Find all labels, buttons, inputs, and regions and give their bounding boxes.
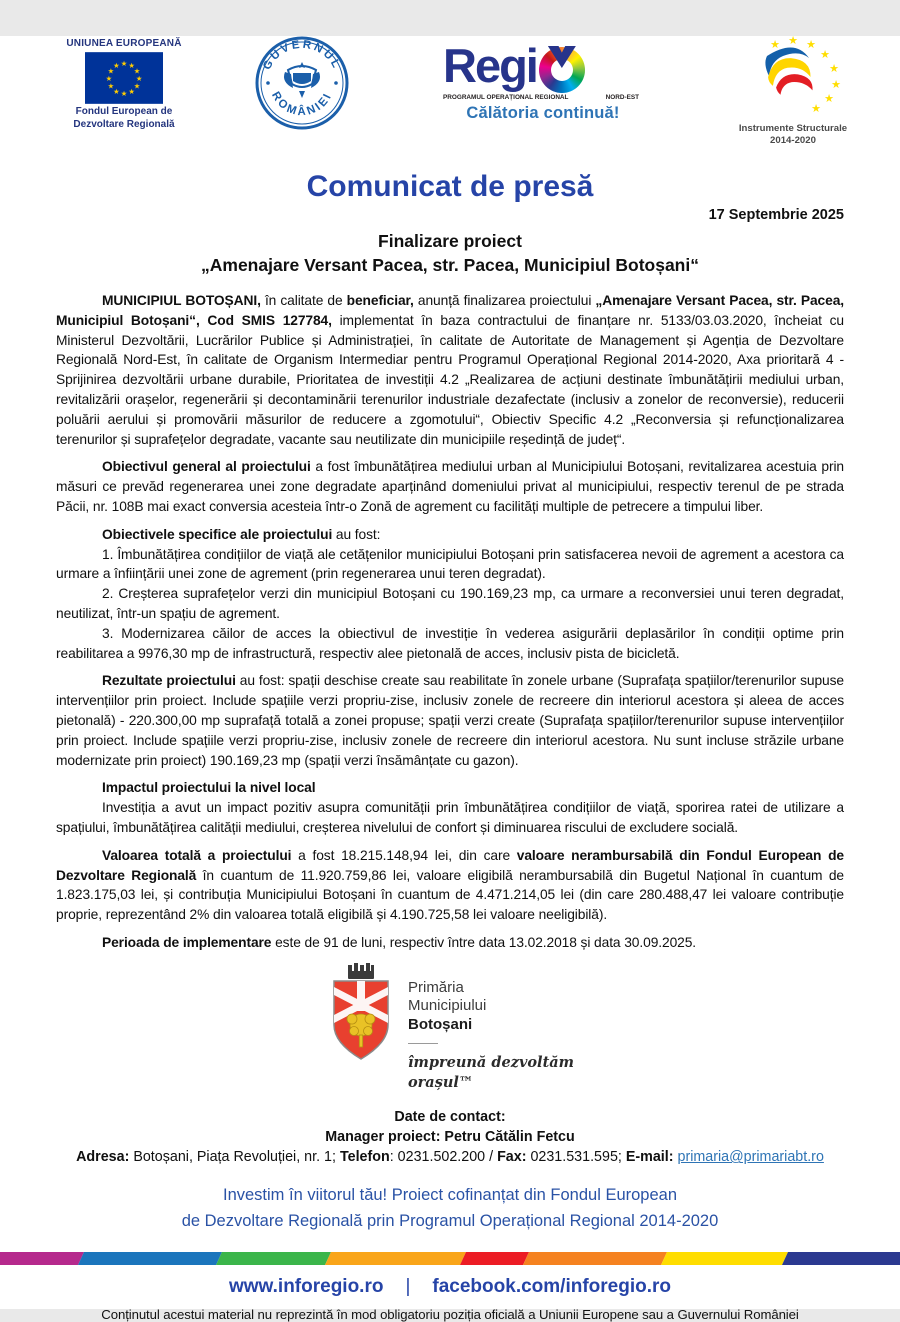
eu-logo-title: UNIUNEA EUROPEANĂ	[66, 38, 182, 49]
paragraph-implementation-period	[56, 933, 844, 953]
text-segment-bold: Fax:	[497, 1149, 527, 1166]
text-segment: Botoșani, Piața Revoluției, nr. 1;	[129, 1149, 340, 1166]
svg-text:★: ★	[107, 66, 115, 76]
press-release-page	[0, 34, 900, 1322]
text-segment: a fost îmbunătățirea mediului urban al Municipiului Botoșani, revitalizarea acestuia prin măsuri ce prevăd regenerarea unei zone degradate aparținând domeniului privat al municipiului, respectiv terenul de pe strada Păcii, nr. 108B mai exact conversia acesteia într-o Zonă de agrement cu facilități multiple de petrecere a timpului liber.	[56, 459, 844, 514]
text-segment-bold: Perioada de implementare	[102, 934, 272, 950]
text-segment: 2. Creșterea suprafețelor verzi din municipiul Botoșani cu 190.169,23 mp, ca urmare a reconversiei unui teren degradat, neutilizat, într-un spațiu de agrement.	[56, 586, 844, 621]
regio-word-text: Regi	[443, 39, 537, 92]
objective-item-1	[56, 545, 844, 585]
text-segment-bold: E-mail:	[625, 1149, 674, 1166]
email-link[interactable]: primaria@primariabt.ro	[677, 1149, 824, 1166]
stripe-segment	[523, 1252, 667, 1265]
text-segment-bold: Rezultate proiectului	[102, 673, 236, 689]
svg-text:★: ★	[135, 73, 143, 83]
government-seal-icon	[255, 36, 349, 130]
botosani-coat-of-arms-icon	[326, 963, 396, 1065]
structural-instruments-line2: 2014-2020	[770, 135, 816, 147]
release-date: 17 Septembrie 2025	[708, 207, 844, 223]
cofinancing-line1: Investim în viitorul tău! Proiect cofinanțat din Fondul European	[223, 1186, 677, 1205]
footer-separator: |	[405, 1275, 411, 1297]
text-segment: : 0231.502.200 /	[389, 1149, 498, 1166]
stripe-segment	[0, 1252, 84, 1265]
svg-text:★: ★	[829, 62, 839, 75]
contact-address-line	[0, 1148, 900, 1167]
paragraph-local-impact	[56, 798, 844, 838]
text-segment: au fost:	[332, 526, 381, 542]
inforegio-website-link[interactable]: www.inforegio.ro	[229, 1275, 384, 1297]
subtitle-project-status: Finalizare proiect	[378, 231, 522, 251]
cofinancing-line2: de Dezvoltare Regională prin Programul Operațional Regional 2014-2020	[181, 1212, 719, 1230]
cityhall-line3: Botoșani	[407, 1016, 473, 1034]
text-segment: anunță finalizarea proiectului	[413, 293, 596, 308]
regio-subtext-right: NORD-EST	[605, 94, 639, 101]
text-segment: este de 91 de luni, respectiv între data 13.02.2018 și data 30.09.2025.	[271, 934, 697, 950]
contact-manager: Manager proiect: Petru Cătălin Fetcu	[325, 1128, 575, 1145]
cityhall-motto	[408, 1053, 574, 1094]
svg-text:★: ★	[105, 73, 113, 83]
svg-text:★: ★	[770, 38, 780, 51]
structural-instruments-line1: Instrumente Structurale	[738, 123, 848, 134]
svg-text:★: ★	[120, 58, 128, 68]
paragraph-total-value	[56, 846, 844, 925]
regio-v-icon	[548, 46, 576, 68]
page-title: Comunicat de presă	[306, 170, 594, 203]
cofinancing-statement	[0, 1183, 900, 1234]
government-romania-logo	[255, 36, 349, 130]
contact-section	[0, 1108, 900, 1168]
stripe-segment	[782, 1252, 900, 1265]
svg-text:★: ★	[824, 92, 834, 105]
text-segment: a fost 18.215.148,94 lei, din care	[291, 847, 517, 863]
cityhall-line1: Primăria	[407, 978, 464, 996]
svg-text:★: ★	[128, 60, 135, 70]
text-segment: 0231.531.595;	[526, 1149, 626, 1166]
text-segment: în calitate de	[260, 293, 347, 308]
objective-item-3	[56, 624, 844, 664]
svg-text:★: ★	[128, 86, 135, 96]
text-segment: implementat în baza contractului de finanțare nr. 5133/03.03.2020, încheiat cu Ministerul Dezvoltării, Lucrărilor Publice și Administrației, în calitate de Autoritate de Management și Agenția de Dezvoltare Regională Nord-Est, în calitate de Organism Intermediar pentru Programul Operațional Regional 2014-2020, Axa prioritară 4 - Sprijinirea dezvoltării urbane durabile, Prioritatea de investiții 4.2 „Realizarea de acțiuni destinate îmbunătățirii mediului urban, revitalizării orașelor, regenerării și decontaminării terenurilor industriale dezafectate (inclusiv a zonelor de reconversie), reducerii poluării aerului și promovării măsurilor de reducere a zgomotului“, Obiectiv Specific 4.2 „Reconversia și refuncționalizarea terenurilor și suprafețelor degradate, vacante sau neutilizate din municipiile reședință de județ“.	[56, 312, 844, 447]
botosani-cityhall-logo	[0, 963, 900, 1094]
paragraph-intro	[56, 291, 844, 449]
text-segment-bold: „Amenajare Versant Pacea, str. Pacea, Municipiul Botoșani“, Cod SMIS 127784,	[56, 293, 844, 328]
text-segment: au fost: spații deschise create sau reabilitate în zonele urbane (Suprafața spațiilor/terenurilor supuse intervențiilor prin proiect. Include spațiile verzi propriu-zise, inclusiv zonele de recreere din interiorul acestora și aleea de acces pietonală) - 220.300,00 mp suprafață totală a zonei propuse; spații verzi create (Suprafața spațiilor/terenurilor supuse intervențiilor prin proiect. Include spațiile verzi propriu-zise, inclusiv zonele de recreere din interiorul acestora. Nu sunt incluse străzile urbane modernizate prin proiect) 190.169,23 mp (spații verzi însămânțate cu gazon).	[56, 673, 844, 768]
svg-text:★: ★	[113, 60, 120, 70]
text-segment-bold: beneficiar,	[346, 293, 414, 308]
text-segment-bold: Adresa:	[76, 1149, 130, 1166]
text-segment: Investiția a avut un impact pozitiv asupra comunității prin îmbunătățirea condițiilor de viață, sporirea ratei de utilizare a spațiului, îmbunătățirea calității mediului, creșterea nivelului de confort și diminuarea riscului de excludere socială.	[56, 800, 844, 835]
svg-text:★: ★	[820, 48, 830, 61]
stripe-segment	[78, 1252, 222, 1265]
stripe-segment	[460, 1252, 529, 1265]
inforegio-facebook-link[interactable]: facebook.com/inforegio.ro	[432, 1275, 671, 1297]
svg-text:★: ★	[113, 86, 120, 96]
gov-arc-bottom-text: ROMÂNIEI	[269, 89, 335, 119]
structural-instruments-label	[730, 123, 856, 148]
gov-arc-top-text: GUVERNUL	[261, 38, 343, 72]
footer-links	[0, 1276, 900, 1298]
svg-text:★: ★	[788, 34, 798, 47]
eu-flag-icon	[85, 52, 163, 104]
color-stripe	[0, 1252, 900, 1265]
eu-logo-subtitle-line2: Dezvoltare Regională	[73, 118, 175, 130]
cityhall-divider	[408, 1043, 438, 1044]
header-logos	[0, 36, 900, 148]
cityhall-motto-line2: orașul™	[407, 1074, 474, 1092]
regio-wordmark	[443, 39, 643, 93]
svg-text:★: ★	[133, 81, 141, 91]
text-segment: în cuantum de 11.920.759,86 lei, valoare eligibilă nerambursabilă din Bugetul Național în cuantum de 1.823.175,03 lei, și contribuția Municipiului Botoșani în cuantum de 4.471.214,05 lei (din care 280.488,47 lei valoare contribuție proprie, reprezentând 2% din valoarea totală eligibilă și 4.190.725,58 lei valoare neeligibilă).	[56, 867, 844, 923]
text-segment: 3. Modernizarea căilor de acces la obiectivul de investiție în vederea asigurării deplasărilor în condiții optime prin reabilitarea a 9976,30 mp de infrastructură, respectiv alee pietonală de acces, inclusiv pista de bicicletă.	[56, 625, 844, 661]
structural-instruments-logo	[730, 36, 856, 148]
eu-logo-subtitle-line1: Fondul European de	[75, 106, 173, 117]
regio-subtext-left: PROGRAMUL OPERAȚIONAL REGIONAL	[443, 94, 569, 101]
regio-o-icon	[539, 47, 585, 93]
svg-text:★: ★	[811, 102, 821, 115]
text-segment-bold: MUNICIPIUL BOTOȘANI,	[102, 293, 261, 308]
stripe-segment	[661, 1252, 788, 1265]
svg-text:★: ★	[831, 78, 841, 91]
text-segment-bold: Telefon	[339, 1149, 390, 1166]
subtitle-project-name: „Amenajare Versant Pacea, str. Pacea, Municipiul Botoșani“	[201, 255, 699, 275]
contact-heading: Date de contact:	[394, 1108, 506, 1125]
text-segment: 1. Îmbunătățirea condițiilor de viață ale cetățenilor municipiului Botoșani prin satisfacerea nevoii de agrement a acestora ca urmare a înființării unei zone de agrement (prin regenerarea unui teren degradat).	[56, 546, 844, 582]
footer-disclaimer: Conținutul acestui material nu reprezintă în mod obligatoriu poziția oficială a Uniunii Europene sau a Guvernului României	[101, 1306, 799, 1322]
regio-subtext	[443, 94, 639, 101]
botosani-cityhall-text	[408, 963, 574, 1094]
paragraph-results	[56, 671, 844, 770]
text-segment-bold: Obiectivul general al proiectului	[102, 459, 311, 475]
heading-local-impact	[56, 778, 844, 798]
regio-tagline: Călătoria continuă!	[466, 104, 620, 122]
cityhall-line2: Municipiului	[407, 997, 487, 1015]
paragraph-general-objective	[56, 457, 844, 516]
press-release-body	[0, 291, 900, 953]
stripe-segment	[216, 1252, 331, 1265]
text-segment-bold: valoare nerambursabilă din Fondul European de Dezvoltare Regională	[56, 847, 844, 883]
stripe-segment	[325, 1252, 466, 1265]
eu-logo	[60, 38, 188, 131]
text-segment-bold: Valoarea totală a proiectului	[102, 847, 292, 863]
eu-logo-subtitle	[60, 106, 188, 131]
svg-text:★: ★	[806, 38, 816, 51]
svg-text:★: ★	[133, 66, 141, 76]
svg-text:★: ★	[120, 89, 128, 99]
heading-specific-objectives	[56, 525, 844, 545]
regio-logo	[443, 39, 643, 123]
objective-item-2	[56, 584, 844, 624]
cityhall-motto-line1: împreună dezvoltăm	[407, 1053, 575, 1071]
text-segment-bold: Impactul proiectului la nivel local	[102, 780, 316, 796]
svg-text:★: ★	[107, 81, 115, 91]
structural-instruments-icon	[737, 36, 849, 118]
text-segment-bold: Obiectivele specifice ale proiectului	[102, 526, 333, 542]
